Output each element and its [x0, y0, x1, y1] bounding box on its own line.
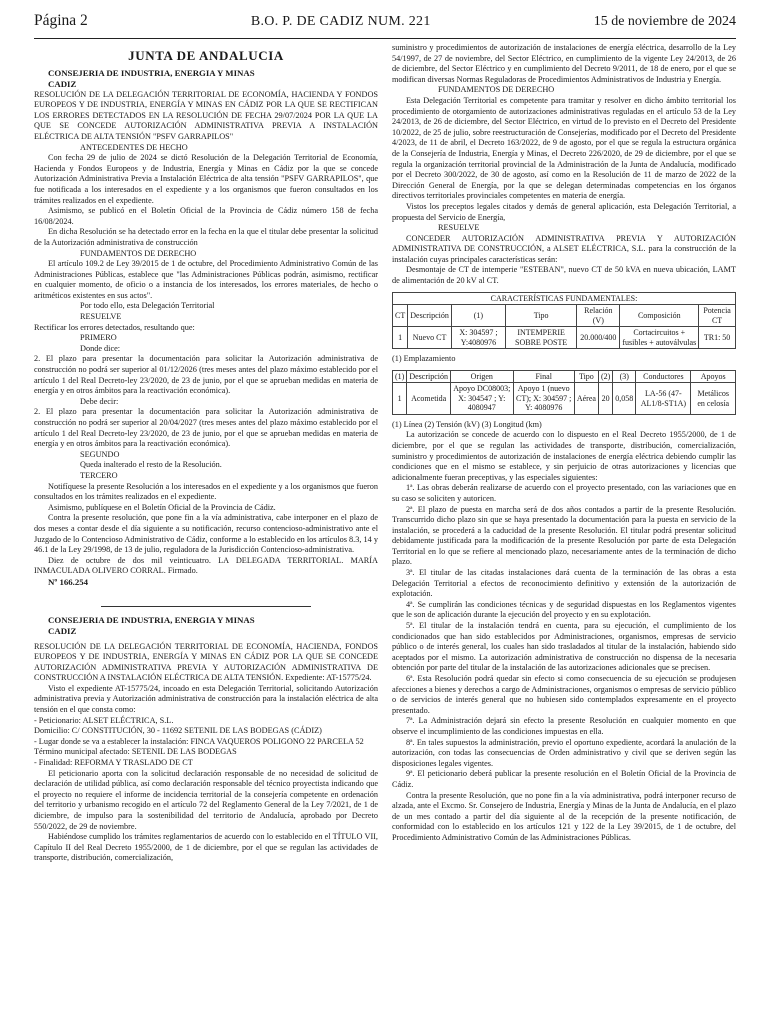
header-rule [34, 38, 736, 39]
appeal-paragraph: Contra la presente Resolución, que no pone fin a la vía administrativa, podrá interponer recurso de alzada, ante el Excmo. Sr. Consejero de Industria, Energía y Minas de la Junta de Andalucía, en el plazo de un mes contado a partir del día siguiente al de la recepción de la presente notificación, de conformidad con lo establecido en los artículos 121 y 122 de la Ley 39/2015, de 1 de octubre, del Procedimiento Administrativo Común de las Administraciones Públicas. [392, 790, 736, 842]
article-1-signature: Diez de octubre de dos mil veinticuatro. LA DELEGADA TERRITORIAL. MARÍA INMACULADA OLIVERO CORRAL. Firmado. [34, 555, 378, 576]
bulletin-title: B.O. P. DE CADIZ NUM. 221 [250, 14, 431, 29]
right-column [392, 43, 736, 864]
condition-paragraph: 4ª. Se cumplirán las condiciones técnicas y de seguridad dispuestas en los Reglamentos vigentes que le son de aplicación durante la ejecución del proyecto y en su explotación. [392, 599, 736, 620]
page-number: Página 2 [34, 12, 88, 29]
table-header-cell: (3) [613, 370, 636, 383]
characteristics-table [392, 292, 736, 350]
table-header-cell: Descripción [407, 370, 451, 383]
article-1-paragraph: El artículo 109.2 de Ley 39/2015 de 1 de octubre, del Procedimiento Administrativo Común de las Administraciones Públicas, establece que "las Administraciones Públicas podrán, asimismo, rectificar en cualquier momento, de oficio o a instancia de los interesados, los errores materiales, de hecho o aritméticos existentes en sus actos". [34, 259, 378, 300]
table-cell: Apoyo 1 (nuevo CT); X: 304597 ; Y: 4080976 [513, 383, 574, 415]
table-header-cell: Composición [620, 305, 699, 327]
article-1-subhead: SEGUNDO [80, 449, 120, 459]
article-1-subhead: Debe decir: [80, 396, 119, 406]
article-1-title: RESOLUCIÓN DE LA DELEGACIÓN TERRITORIAL DE ECONOMÍA, HACIENDA Y FONDOS EUROPEOS Y DE INDUSTRIA, ENERGÍA Y MINAS EN CÁDIZ POR LA QUE SE RECTIFICAN LOS ERRORES DETECTADOS EN LA RESOLUCIÓN DE FECHA 29/07/2024 POR LA QUE LA QUE SE CONCEDE AUTORIZACIÓN ADMINISTRATIVA PREVIA A INSTALACIÓN ELÉCTRICA DE ALTA TENSIÓN "PSFV GARRAPILOS" [34, 89, 378, 141]
article-2-city: CADIZ [48, 625, 77, 636]
article-1-paragraph: 2. El plazo para presentar la documentación para solicitar la Autorización administrativa de construcción no podrá ser superior al 20/04/2027 (tres meses antes del plazo máximo establecido por el artículo 1 del Real Decreto-ley 23/2020, de 23 de junio, por el que se aprueban medidas en materia de energía y en otros ámbitos para la reactivación económica). [34, 407, 378, 449]
table-cell: LA-56 (47-AL1/8-ST1A) [636, 383, 691, 415]
table-cell: Nuevo CT [408, 327, 452, 349]
article-1-paragraph: Con fecha 29 de julio de 2024 se dictó Resolución de la Delegación Territorial de Economía, Hacienda y Fondos Europeos y de Industria, Energía y Minas en Cádiz por la que se concede Autorización Administrativa Previa a Instalación Eléctrica de alta tensión "PSFV GARRAPILOS", que fue notificada a los interesados en el expediente y a los organismos que fueron consultados en los trámites realizados en el expediente. [34, 153, 378, 205]
table-cell: TR1: 50 [699, 327, 736, 349]
article-1-paragraph: Rectificar los errores detectados, resultando que: [34, 322, 195, 332]
article-1-heading: CONSEJERIA DE INDUSTRIA, ENERGIA Y MINAS [48, 67, 255, 78]
article-2-paragraph: Vistos los preceptos legales citados y demás de general aplicación, esta Delegación Territorial, a propuesta del Servicio de Energía, [392, 201, 736, 222]
table-header-row [393, 305, 736, 327]
table-header-cell: Apoyos [691, 370, 736, 383]
table-header-cell: Tipo [574, 370, 598, 383]
table-cell: INTEMPERIE SOBRE POSTE [505, 327, 576, 349]
article-2-paragraph: CONCEDER AUTORIZACIÓN ADMINISTRATIVA PREVIA Y AUTORIZACIÓN ADMINISTRATIVA DE CONSTRUCCIÓN, a ALSET ELÉCTRICA, S.L. para la construcción de la instalación cuyas principales características serán: [392, 233, 736, 264]
table-cell: 0,058 [613, 383, 636, 415]
table-row [393, 383, 736, 415]
table-header-cell: (1) [451, 305, 505, 327]
table-cell: 20.000/400 [577, 327, 620, 349]
table-header-row [393, 370, 736, 383]
article-2-paragraph: - Lugar donde se va a establecer la instalación: FINCA VAQUEROS POLIGONO 22 PARCELA 52 [34, 736, 364, 746]
two-column-body [34, 43, 736, 864]
article-1-paragraph: Notifíquese la presente Resolución a los interesados en el expediente y a los organismos que fueron consultados en los trámites realizados en el expediente. [34, 481, 378, 502]
article-1-subhead: Donde dice: [80, 343, 121, 353]
condition-paragraph: 8ª. En tales supuestos la administración, previo el oportuno expediente, acordará la anulación de la autorización, con todas las consecuencias de Orden administrativo y civil que se deriven según las disposiciones legales vigentes. [392, 737, 736, 768]
article-1-paragraph: Queda inalterado el resto de la Resolución. [80, 460, 222, 470]
article-2-heading: CONSEJERIA DE INDUSTRIA, ENERGIA Y MINAS [48, 614, 255, 625]
condition-paragraph: 7ª. La Administración dejará sin efecto la presente Resolución en cualquier momento en que observe el incumplimiento de las condiciones impuestas en ella. [392, 716, 736, 736]
article-1-paragraph: Asimismo, publíquese en el Boletín Oficial de la Provincia de Cádiz. [48, 502, 276, 512]
table-header-cell: Descripción [408, 305, 452, 327]
article-1-subhead: FUNDAMENTOS DE DERECHO [80, 248, 197, 258]
article-1-city: CADIZ [48, 78, 77, 89]
article-2-paragraph: Domicilio: C/ CONSTITUCIÓN, 30 - 11692 SETENIL DE LAS BODEGAS (CÁDIZ) [34, 726, 322, 736]
table-cell: Acometida [407, 383, 451, 415]
table-note: (1) Emplazamiento [392, 354, 456, 364]
article-1-paragraph: 2. El plazo para presentar la documentación para solicitar la Autorización administrativa de construcción no podrá ser superior al 01/12/2026 (tres meses antes del plazo máximo establecido por el artículo 1 del Real Decreto-ley 23/2020, de 23 de junio, por el que se aprueban medidas en materia de energía y en otros ámbitos para la reactivación económica). [34, 354, 378, 396]
page-header [34, 12, 736, 34]
table-header-cell: Tipo [505, 305, 576, 327]
article-1-subhead: ANTECEDENTES DE HECHO [80, 142, 188, 152]
line-table [392, 370, 736, 415]
table-cell: Cortacircuitos + fusibles + autoválvulas [620, 327, 699, 349]
table-header-cell: Final [513, 370, 574, 383]
table-cell: Apoyo DC08003; X: 304547 ; Y: 4080947 [450, 383, 513, 415]
article-2-paragraph: - Finalidad: REFORMA Y TRASLADO DE CT [34, 758, 193, 768]
table-header-cell: Conductores [636, 370, 691, 383]
article-2-paragraph: Desmontaje de CT de intemperie "ESTEBAN", nuevo CT de 50 kVA en nueva ubicación, LAMT de alimentación de 20 kV al CT. [392, 265, 736, 286]
article-2-paragraph: - Peticionario: ALSET ELÉCTRICA, S.L. [34, 715, 174, 725]
table-header-cell: Origen [450, 370, 513, 383]
article-separator [101, 606, 311, 607]
table-cell: Metálicos en celosía [691, 383, 736, 415]
article-1-subhead: RESUELVE [80, 312, 122, 322]
article-1-reference: Nº 166.254 [48, 576, 89, 587]
article-2-title: RESOLUCIÓN DE LA DELEGACIÓN TERRITORIAL DE ECONOMÍA, HACIENDA, FONDOS EUROPEOS Y DE INDUSTRIA, ENERGÍA Y MINAS EN CÁDIZ POR LA QUE SE CONCEDE AUTORIZACIÓN ADMINISTRATIVA PREVIA Y AUTORIZACIÓN ADMINISTRATIVA DE CONSTRUCCIÓN A INSTALACIÓN ELÉCTRICA DE ALTA TENSIÓN. Expediente: AT-15775/24. [34, 641, 378, 683]
table-header-cell: Potencia CT [699, 305, 736, 327]
article-2-subhead: RESUELVE [438, 223, 480, 233]
left-column [34, 43, 378, 864]
article-2-paragraph: El peticionario aporta con la solicitud declaración responsable de no necesidad de solicitud de declaración de utilidad pública, así como declaración responsable del técnico proyectista indicando que el proyecto no requiere el informe de incidencia territorial de la consejería competente en ordenación del territorio y urbanismo recogido en el artículo 72 del Reglamento General de la Ley 7/2021, de 1 de diciembre, de impulso para la sostenibilidad del territorio de Andalucía, aprobado por Decreto 550/2022, de 29 de noviembre. [34, 768, 378, 831]
article-2-paragraph: Esta Delegación Territorial es competente para tramitar y resolver en dicho ámbito territorial los procedimiento de otorgamiento de autorizaciones administrativas reguladas en el artículo 53 de la Ley 24/2013, de 26 de diciembre, del Sector Eléctrico, en virtud de lo previsto en el Decreto del Presidente 10/2022, de 25 de julio, sobre reestructuración de Consejerías, modificado por el Decreto del Presidente 4/2023, de 11 de abril, el Decreto 163/2022, de 9 de agosto, por el que se regula la estructura orgánica de la Consejería de Industria, Energía y Minas, el Decreto 226/2020, de 29 de diciembre, por el que se regula la organización territorial provincial de la Administración de la Junta de Andalucía, modificado por el Decreto 300/2022, de 30 de agosto, así como en la Resolución de 11 de marzo de 2022 de la Dirección General de Energía, por la que se delegan determinadas competencias en los órganos directivos territoriales provinciales competentes en materia de energía. [392, 95, 736, 201]
condition-paragraph: 5ª. El titular de la instalación tendrá en cuenta, para su ejecución, el cumplimiento de los condicionados que han sido establecidos por Administraciones, organismos, empresas de servicio público o de interés general, los cuales han sido trasladados al titular de la instalación, habiendo sido aceptados por el mismo. La autorización administrativa de construcción no dispensa de la necesaria obtención por parte del titular de la instalación de las autorizaciones adicionales que se precisen. [392, 621, 736, 673]
article-1-subhead: PRIMERO [80, 333, 117, 343]
table-header-cell: (1) [393, 370, 407, 383]
table-cell: X: 304597 ; Y:4080976 [451, 327, 505, 349]
table-cell: 20 [598, 383, 612, 415]
table-header-cell: CT [393, 305, 408, 327]
article-1-paragraph: Asimismo, se publicó en el Boletín Oficial de la Provincia de Cádiz número 158 de fecha 16/08/2024. [34, 206, 378, 226]
section-title: JUNTA DE ANDALUCIA [128, 48, 284, 63]
table-header-cell: Relación (V) [577, 305, 620, 327]
article-1-paragraph: Por todo ello, esta Delegación Territorial [80, 301, 215, 311]
table-cell: 1 [393, 327, 408, 349]
condition-paragraph: 9ª. El peticionario deberá publicar la presente resolución en el Boletín Oficial de la Provincia de Cádiz. [392, 769, 736, 789]
table-row [393, 327, 736, 349]
condition-paragraph: 6ª. Esta Resolución podrá quedar sin efecto si como consecuencia de su ejecución se produjesen afecciones a bienes y derechos a cargo de Administraciones, organismos o empresas de servicio público o de servicios de interés general que no hubiesen sido contemplados expresamente en el proyecto presentado. [392, 674, 736, 715]
condition-paragraph: La autorización se concede de acuerdo con lo dispuesto en el Real Decreto 1955/2000, de 1 de diciembre, por el que se regulan las actividades de transporte, distribución, comercialización, suministro y procedimientos de autorización de instalaciones de energía eléctrica debiendo cumplir las condiciones que en el mismo se establece, y sin perjuicio de otras autorizaciones y licencias que adicionalmente fueran preceptivas, y las especiales siguientes: [392, 430, 736, 482]
article-1-paragraph: Contra la presente resolución, que pone fin a la vía administrativa, cabe interponer en el plazo de dos meses a contar desde el día siguiente a su notificación, recurso contencioso-administrativo ante el Juzgado de lo Contencioso Administrativo de Cádiz, conforme a lo establecido en los artículos 8.3, 14 y 46.1 de la Ley 29/1998, de 13 de julio, reguladora de la Jurisdicción Contencioso-administrativa. [34, 513, 378, 555]
condition-paragraph: 2ª. El plazo de puesta en marcha será de dos años contados a partir de la presente Resolución. Transcurrido dicho plazo sin que se haya presentado la documentación para la puesta en servicio de la instalación, se procederá a la caducidad de la presente Resolución. El titular podrá presentar solicitud debidamente justificada para la modificación de la presente Resolución por parte de esta Delegación Territorial en lo que se refiere al mencionado plazo, necesariamente antes de la terminación de dicho plazo. [392, 504, 736, 567]
condition-paragraph: 1ª. Las obras deberán realizarse de acuerdo con el proyecto presentado, con las variaciones que en su caso se soliciten y autoricen. [392, 483, 736, 503]
table-note: (1) Línea (2) Tensión (kV) (3) Longitud (km) [392, 419, 542, 429]
article-2-subhead: FUNDAMENTOS DE DERECHO [438, 85, 555, 95]
article-2-paragraph: suministro y procedimientos de autorización de instalaciones de energía eléctrica, desarrollo de la Ley 54/1997, de 27 de noviembre, del Sector Eléctrico, en cumplimiento de la vigente Ley 24/2013, de 26 de diciembre, del Sector Eléctrico y en cumplimiento del Decreto 9/2011, de 18 de enero, por el que se modifican diversas Normas Reguladoras de Procedimientos Administrativos de Industria y Energía. [392, 43, 736, 84]
article-1-subhead: TERCERO [80, 470, 118, 480]
table-cell: 1 [393, 383, 407, 415]
article-2-paragraph: Habiéndose cumplido los trámites reglamentarios de acuerdo con lo establecido en el TÍTULO VII, Capítulo II del Real Decreto 1955/2000, de 1 de diciembre, por el que se regulan las actividades de transporte, distribución, comercialización, [34, 832, 378, 863]
condition-paragraph: 3ª. El titular de las citadas instalaciones dará cuenta de la terminación de las obras a esta Delegación Territorial a efectos de reconocimiento definitivo y extensión de la autorización de explotación. [392, 568, 736, 599]
table-header-cell: (2) [598, 370, 612, 383]
table-caption: CARACTERÍSTICAS FUNDAMENTALES: [393, 292, 736, 305]
table-cell: Aérea [574, 383, 598, 415]
article-2-paragraph: Visto el expediente AT-15775/24, incoado en esta Delegación Territorial, solicitando Autorización administrativa previa y Autorización administrativa de construcción para la instalación eléctrica de alta tensión en el que consta como: [34, 683, 378, 715]
article-2-paragraph: Término municipal afectado: SETENIL DE LAS BODEGAS [34, 747, 237, 757]
bulletin-date: 15 de noviembre de 2024 [593, 14, 736, 29]
article-1-paragraph: En dicha Resolución se ha detectado error en la fecha en la que el titular debe presentar la solicitud de la Autorización administrativa de construcción [34, 227, 378, 247]
